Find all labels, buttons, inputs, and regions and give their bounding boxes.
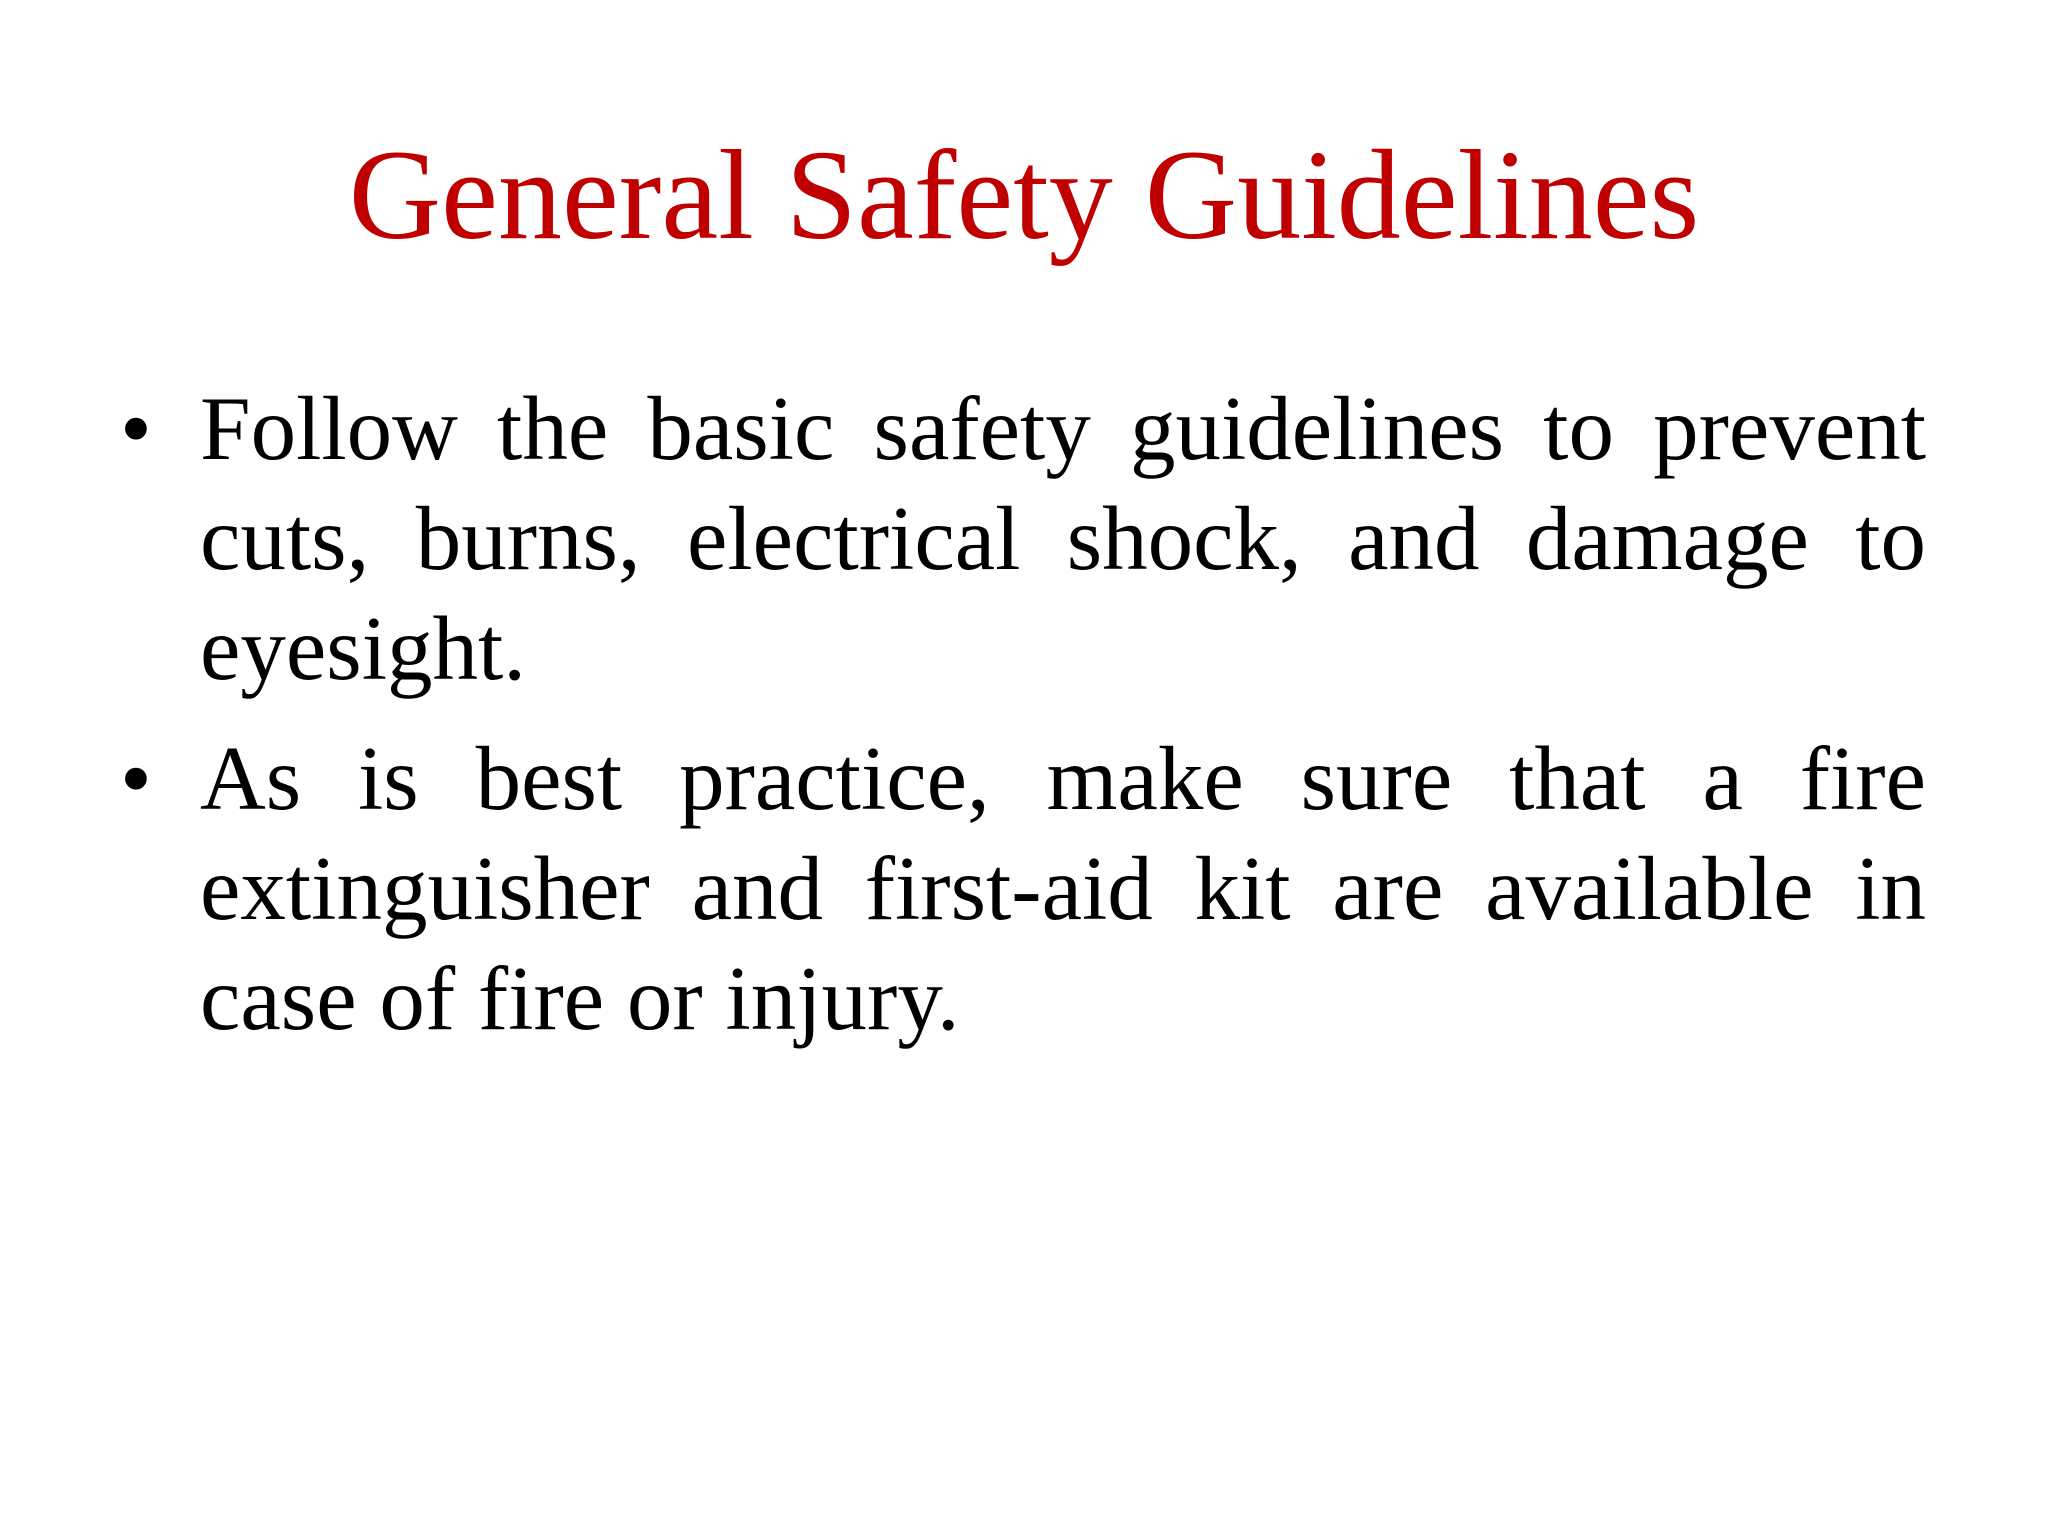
slide-title: General Safety Guidelines bbox=[348, 124, 1700, 266]
bullet-item bbox=[120, 374, 1926, 704]
bullet-item bbox=[120, 724, 1926, 1054]
bullet-text: As is best practice, make sure that a fire extinguisher and first-aid kit are available in case of fire or injury. bbox=[200, 728, 1926, 1049]
bullet-icon: • bbox=[120, 728, 152, 829]
bullet-text: Follow the basic safety guidelines to prevent cuts, burns, electrical shock, and damage to eyesight. bbox=[200, 378, 1926, 699]
bullet-list bbox=[120, 374, 1926, 1074]
bullet-icon: • bbox=[120, 378, 152, 479]
